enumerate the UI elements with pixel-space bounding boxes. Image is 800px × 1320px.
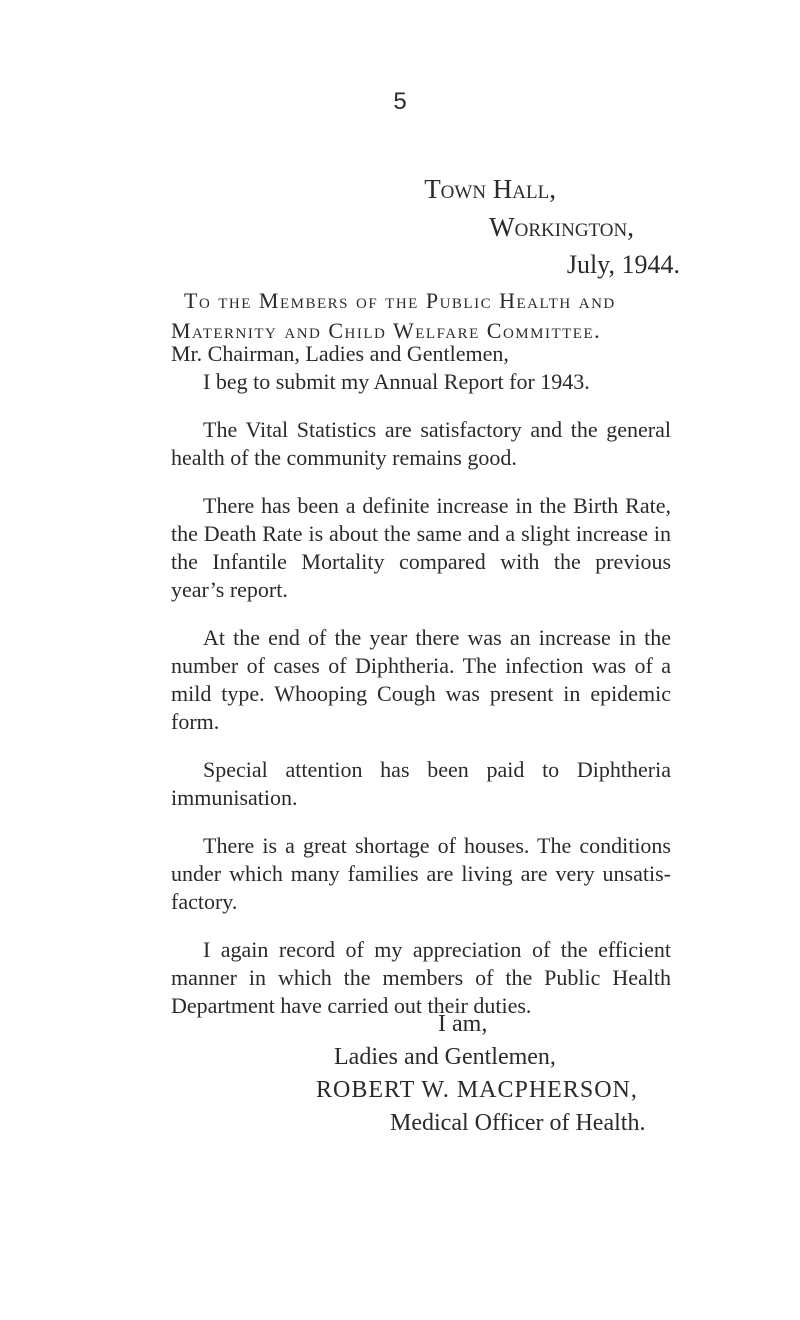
paragraph-report-submission: I beg to submit my Annual Report for 1943. [203, 369, 590, 394]
sender-address [424, 170, 680, 284]
recipient-line-1: To the Members of the Public Health and [184, 288, 616, 313]
letter-body [171, 340, 671, 1020]
paragraph-diphtheria-cases: At the end of the year there was an increase in the number of cases of Diphtheria. The infection was of a mild type. Whooping Cough was present in epidemic form. [171, 625, 671, 734]
paragraph-appreciation: I again record of my appreciation of the efficient manner in which the members of the Public Health Department have carried out their duties. [171, 937, 671, 1018]
address-line-town-hall: Town Hall, [424, 174, 556, 204]
paragraph-birth-death-rates: There has been a definite increase in the Birth Rate, the Death Rate is about the same and a slight increase in the Infantile Mortality compared with the previous year’s report. [171, 493, 671, 602]
signoff-greeting: Ladies and Gentlemen, [334, 1044, 556, 1070]
recipient-line-2: Maternity and Child Welfare Committee. [171, 318, 602, 343]
signoff-i-am: I am, [438, 1011, 488, 1037]
signoff-block [0, 1008, 800, 1140]
paragraph-vital-statistics: The Vital Statistics are satisfactory and the general health of the community remains good. [171, 417, 671, 470]
recipient-block [171, 286, 616, 346]
address-date: July, 1944. [566, 250, 680, 279]
address-line-workington: Workington, [489, 212, 634, 242]
paragraph-housing-shortage: There is a great shortage of houses. The conditions under which many families are living are very unsatis-factory. [171, 833, 671, 914]
signatory-title: Medical Officer of Health. [390, 1110, 646, 1136]
page-number: 5 [393, 88, 407, 115]
signatory-name: ROBERT W. MACPHERSON, [316, 1077, 638, 1103]
paragraph-immunisation: Special attention has been paid to Diphtheria immunisation. [171, 757, 671, 810]
salutation: Mr. Chairman, Ladies and Gentlemen, [171, 341, 509, 366]
